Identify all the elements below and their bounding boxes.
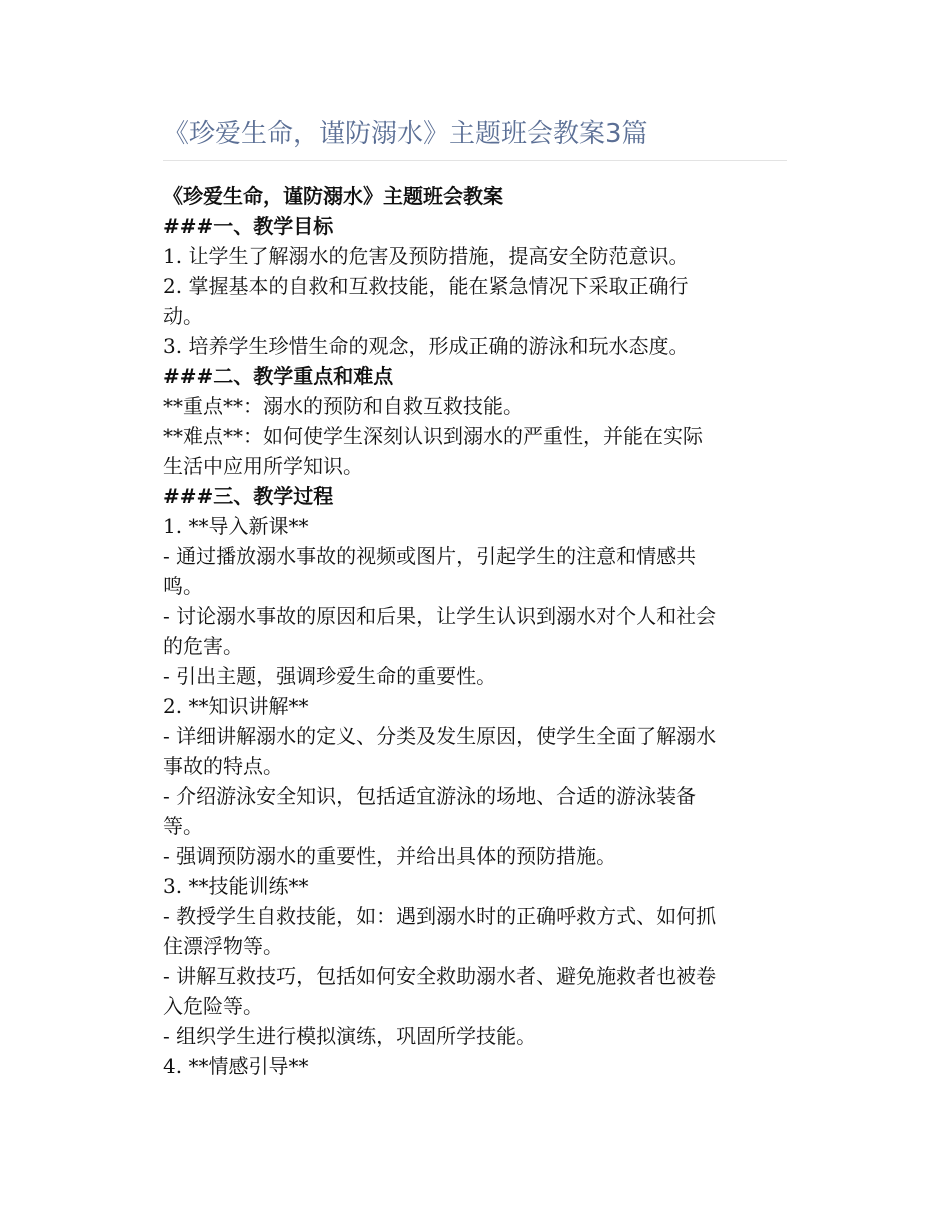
body-line: - 引出主题，强调珍爱生命的重要性。 — [163, 664, 497, 688]
document-title: 《珍爱生命，谨防溺水》主题班会教案3篇 — [163, 119, 648, 149]
body-line: 住漂浮物等。 — [163, 934, 283, 958]
body-line: - 详细讲解溺水的定义、分类及发生原因，使学生全面了解溺水 — [163, 724, 717, 748]
body-line: 事故的特点。 — [163, 754, 283, 778]
body-line: 1. **导入新课** — [163, 514, 309, 538]
body-line: 动。 — [163, 304, 203, 328]
body-line: - 强调预防溺水的重要性，并给出具体的预防措施。 — [163, 844, 617, 868]
body-line: - 通过播放溺水事故的视频或图片，引起学生的注意和情感共 — [163, 544, 697, 568]
body-line: 生活中应用所学知识。 — [163, 454, 363, 478]
body-line: 1. 让学生了解溺水的危害及预防措施，提高安全防范意识。 — [163, 244, 689, 268]
body-line: 的危害。 — [163, 634, 243, 658]
body-line: - 组织学生进行模拟演练，巩固所学技能。 — [163, 1024, 537, 1048]
section-heading: 《珍爱生命，谨防溺水》主题班会教案 — [163, 184, 503, 208]
body-line: 等。 — [163, 814, 203, 838]
body-line: 入危险等。 — [163, 994, 263, 1018]
section-heading: ###二、教学重点和难点 — [163, 364, 394, 388]
body-line: 4. **情感引导** — [163, 1054, 309, 1078]
section-heading: ###一、教学目标 — [163, 214, 334, 238]
body-line: - 讲解互救技巧，包括如何安全救助溺水者、避免施救者也被卷 — [163, 964, 717, 988]
body-line: 3. 培养学生珍惜生命的观念，形成正确的游泳和玩水态度。 — [163, 334, 689, 358]
body-line: **重点**：溺水的预防和自救互救技能。 — [163, 394, 523, 418]
title-divider — [163, 160, 787, 161]
body-line: 2. **知识讲解** — [163, 694, 309, 718]
body-line: 鸣。 — [163, 574, 203, 598]
body-line: - 介绍游泳安全知识，包括适宜游泳的场地、合适的游泳装备 — [163, 784, 697, 808]
body-line: 2. 掌握基本的自救和互救技能，能在紧急情况下采取正确行 — [163, 274, 689, 298]
body-line: 3. **技能训练** — [163, 874, 309, 898]
body-line: - 教授学生自救技能，如：遇到溺水时的正确呼救方式、如何抓 — [163, 904, 717, 928]
body-line: - 讨论溺水事故的原因和后果，让学生认识到溺水对个人和社会 — [163, 604, 717, 628]
section-heading: ###三、教学过程 — [163, 484, 334, 508]
document-body — [163, 181, 787, 1081]
body-line: **难点**：如何使学生深刻认识到溺水的严重性，并能在实际 — [163, 424, 703, 448]
